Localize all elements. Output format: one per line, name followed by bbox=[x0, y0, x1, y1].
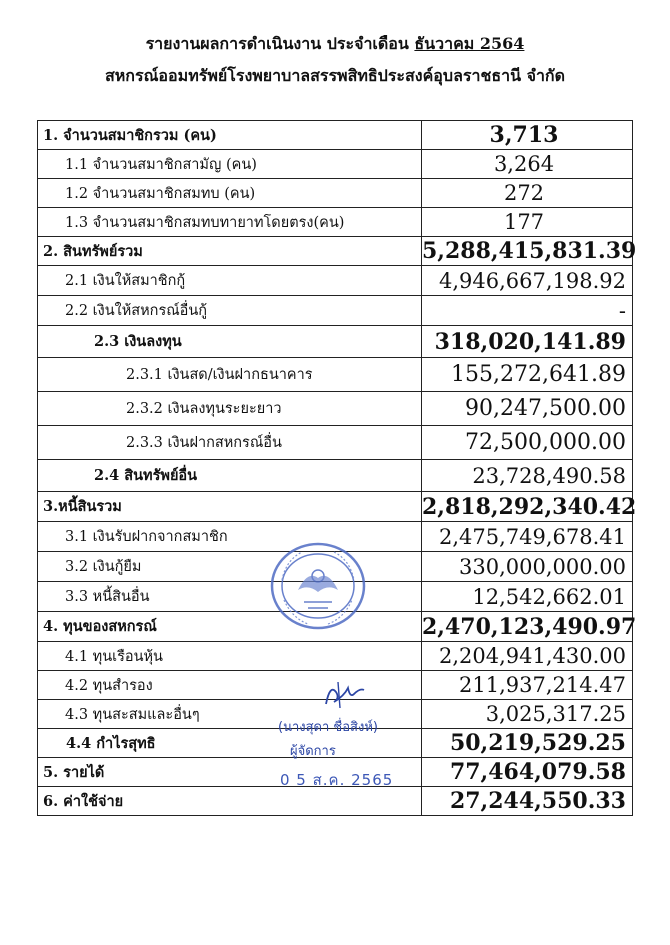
row-label: 1.2 จำนวนสมาชิกสมทบ (คน) bbox=[38, 179, 422, 208]
row-value: 155,272,641.89 bbox=[422, 358, 633, 392]
row-label: 2.3.1 เงินสด/เงินฝากธนาคาร bbox=[38, 358, 422, 392]
row-label: 6. ค่าใช้จ่าย bbox=[38, 787, 422, 816]
cooperative-seal-icon bbox=[268, 540, 368, 632]
row-label: 2.3.3 เงินฝากสหกรณ์อื่น bbox=[38, 426, 422, 460]
table-row-coop-loans bbox=[38, 296, 633, 326]
row-value: 2,475,749,678.41 bbox=[422, 522, 633, 552]
table-row-other-assets bbox=[38, 460, 633, 492]
cooperative-name: สหกรณ์ออมทรัพย์โรงพยาบาลสรรพสิทธิประสงค์อุบลราชธานี จำกัด bbox=[104, 66, 566, 85]
row-value: 2,204,941,430.00 bbox=[422, 642, 633, 671]
signer-position: ผู้จัดการ bbox=[290, 744, 336, 759]
row-value: 2,818,292,340.42 bbox=[422, 493, 637, 520]
row-value: 318,020,141.89 bbox=[422, 326, 633, 358]
row-value: 23,728,490.58 bbox=[422, 460, 633, 492]
table-row-long-term-investments bbox=[38, 392, 633, 426]
row-label: 1. จำนวนสมาชิกรวม (คน) bbox=[38, 121, 422, 150]
row-label: 2.3 เงินลงทุน bbox=[38, 326, 422, 358]
signature-icon bbox=[320, 678, 368, 712]
table-row-member-loans bbox=[38, 266, 633, 296]
row-label: 4. ทุนของสหกรณ์ bbox=[38, 612, 422, 642]
row-label: 4.1 ทุนเรือนหุ้น bbox=[38, 642, 422, 671]
row-label: 4.2 ทุนสำรอง bbox=[38, 671, 422, 700]
row-label: 2.2 เงินให้สหกรณ์อื่นกู้ bbox=[38, 296, 422, 326]
report-title-prefix: รายงานผลการดำเนินงาน ประจำเดือน bbox=[145, 34, 415, 53]
table-row-members-total bbox=[38, 121, 633, 150]
row-label: 4.3 ทุนสะสมและอื่นๆ bbox=[38, 700, 422, 729]
table-row-share-capital bbox=[38, 642, 633, 671]
row-value: 4,946,667,198.92 bbox=[422, 266, 633, 296]
report-month: ธันวาคม 2564 bbox=[414, 34, 525, 53]
table-row-members-ordinary bbox=[38, 150, 633, 179]
signer-name: (นางสุดา ชื่อสิงห์) bbox=[278, 720, 378, 735]
row-value: 27,244,550.33 bbox=[422, 787, 633, 816]
row-value: 3,264 bbox=[422, 150, 633, 179]
row-label: 2. สินทรัพย์รวม bbox=[38, 237, 422, 266]
table-row-other-coop-deposits bbox=[38, 426, 633, 460]
row-value: 330,000,000.00 bbox=[422, 552, 633, 582]
row-label: 1.3 จำนวนสมาชิกสมทบทายาทโดยตรง(คน) bbox=[38, 208, 422, 237]
table-row-cash-deposits bbox=[38, 358, 633, 392]
row-label: 1.1 จำนวนสมาชิกสามัญ (คน) bbox=[38, 150, 422, 179]
row-value: 3,025,317.25 bbox=[422, 700, 633, 729]
row-value: 211,937,214.47 bbox=[422, 671, 633, 700]
row-value: 12,542,662.01 bbox=[422, 582, 633, 612]
table-row-members-heir bbox=[38, 208, 633, 237]
row-value: 77,464,079.58 bbox=[422, 758, 633, 787]
row-label: 2.3.2 เงินลงทุนระยะยาว bbox=[38, 392, 422, 426]
row-value: 177 bbox=[422, 208, 633, 237]
row-label: 3.2 เงินกู้ยืม bbox=[38, 552, 422, 582]
table-row-investments bbox=[38, 326, 633, 358]
row-value: 72,500,000.00 bbox=[422, 426, 633, 460]
row-label: 2.1 เงินให้สมาชิกกู้ bbox=[38, 266, 422, 296]
report-title bbox=[0, 32, 670, 57]
row-label: 5. รายได้ bbox=[38, 758, 422, 787]
row-label: 3.หนี้สินรวม bbox=[38, 492, 422, 522]
row-value: 90,247,500.00 bbox=[422, 392, 633, 426]
table-row-members-associate bbox=[38, 179, 633, 208]
row-label: 4.4 กำไรสุทธิ bbox=[38, 729, 422, 758]
table-row-total-liabilities bbox=[38, 492, 633, 522]
row-value: 50,219,529.25 bbox=[422, 729, 633, 758]
row-label: 3.3 หนี้สินอื่น bbox=[38, 582, 422, 612]
row-value: 2,470,123,490.97 bbox=[422, 613, 637, 640]
row-value: 3,713 bbox=[422, 121, 633, 150]
row-label: 2.4 สินทรัพย์อื่น bbox=[38, 460, 422, 492]
row-value: 5,288,415,831.39 bbox=[422, 238, 637, 264]
row-value: 272 bbox=[422, 179, 633, 208]
table-row-total-assets bbox=[38, 237, 633, 266]
row-label: 3.1 เงินรับฝากจากสมาชิก bbox=[38, 522, 422, 552]
date-stamp: 0 5 ส.ค. 2565 bbox=[280, 771, 394, 789]
row-value: - bbox=[422, 296, 633, 326]
